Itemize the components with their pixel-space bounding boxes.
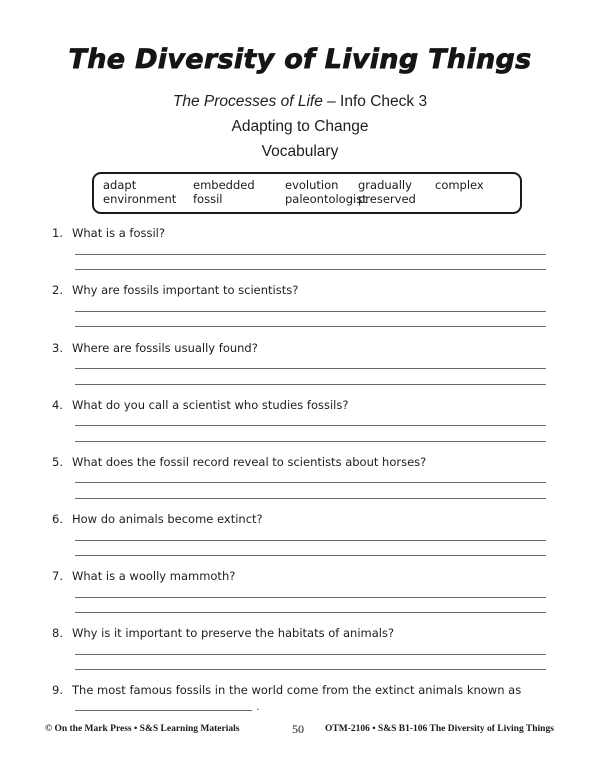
vocab-word: fossil xyxy=(193,192,223,206)
question-text: Why are fossils important to scientists? xyxy=(72,283,299,297)
question-1 xyxy=(52,226,165,240)
vocab-word: evolution xyxy=(285,178,339,192)
answer-line[interactable] xyxy=(75,441,546,442)
vocab-word: paleontologist xyxy=(285,192,367,206)
vocab-word: gradually xyxy=(358,178,412,192)
answer-line[interactable] xyxy=(75,254,546,255)
question-2 xyxy=(52,283,298,297)
vocab-word: preserved xyxy=(358,192,416,206)
question-number: 4. xyxy=(52,398,63,412)
question-text: Where are fossils usually found? xyxy=(72,341,258,355)
question-4 xyxy=(52,398,348,412)
question-8 xyxy=(52,626,394,640)
answer-line[interactable] xyxy=(75,555,546,556)
section-title: Adapting to Change xyxy=(231,118,369,135)
question-number: 7. xyxy=(52,569,63,583)
question-number: 3. xyxy=(52,341,63,355)
vocabulary-heading: Vocabulary xyxy=(261,143,339,160)
subtitle xyxy=(0,93,600,111)
footer-publisher: © On the Mark Press • S&S Learning Materials xyxy=(45,724,240,734)
vocab-word: embedded xyxy=(193,178,255,192)
footer-book-code: OTM-2106 • S&S B1-106 The Diversity of Living Things xyxy=(325,724,554,734)
question-text: The most famous fossils in the world come from the extinct animals known as xyxy=(72,683,522,697)
question-number: 9. xyxy=(52,683,63,697)
answer-line[interactable] xyxy=(75,597,546,598)
question-number: 6. xyxy=(52,512,63,526)
fill-in-period: . xyxy=(256,700,260,713)
question-number: 2. xyxy=(52,283,63,297)
answer-line[interactable] xyxy=(75,498,546,499)
answer-line[interactable] xyxy=(75,540,546,541)
question-text: Why is it important to preserve the habitats of animals? xyxy=(72,626,395,640)
vocabulary-box xyxy=(92,172,522,214)
answer-line[interactable] xyxy=(75,425,546,426)
question-text: What does the fossil record reveal to scientists about horses? xyxy=(72,455,427,469)
answer-line[interactable] xyxy=(75,326,546,327)
question-text: What is a woolly mammoth? xyxy=(72,569,236,583)
page-number: 50 xyxy=(292,722,304,736)
subtitle-rest: – Info Check 3 xyxy=(322,93,428,110)
question-number: 5. xyxy=(52,455,63,469)
question-5 xyxy=(52,455,426,469)
vocab-word: complex xyxy=(435,178,484,192)
answer-line[interactable] xyxy=(75,311,546,312)
subtitle-italic: The Processes of Life xyxy=(172,93,323,110)
vocab-word: adapt xyxy=(103,178,137,192)
question-number: 1. xyxy=(52,226,63,240)
question-7 xyxy=(52,569,235,583)
answer-line[interactable] xyxy=(75,669,546,670)
answer-line[interactable] xyxy=(75,612,546,613)
question-text: What is a fossil? xyxy=(72,226,165,240)
question-text: How do animals become extinct? xyxy=(72,512,263,526)
question-number: 8. xyxy=(52,626,63,640)
fill-in-blank-line[interactable] xyxy=(75,710,252,711)
page-title: The Diversity of Living Things xyxy=(68,44,532,75)
question-6 xyxy=(52,512,263,526)
question-3 xyxy=(52,341,258,355)
answer-line[interactable] xyxy=(75,269,546,270)
vocab-word: environment xyxy=(103,192,177,206)
answer-line[interactable] xyxy=(75,384,546,385)
answer-line[interactable] xyxy=(75,482,546,483)
answer-line[interactable] xyxy=(75,654,546,655)
question-9 xyxy=(52,683,521,697)
answer-line[interactable] xyxy=(75,368,546,369)
question-text: What do you call a scientist who studies fossils? xyxy=(72,398,349,412)
